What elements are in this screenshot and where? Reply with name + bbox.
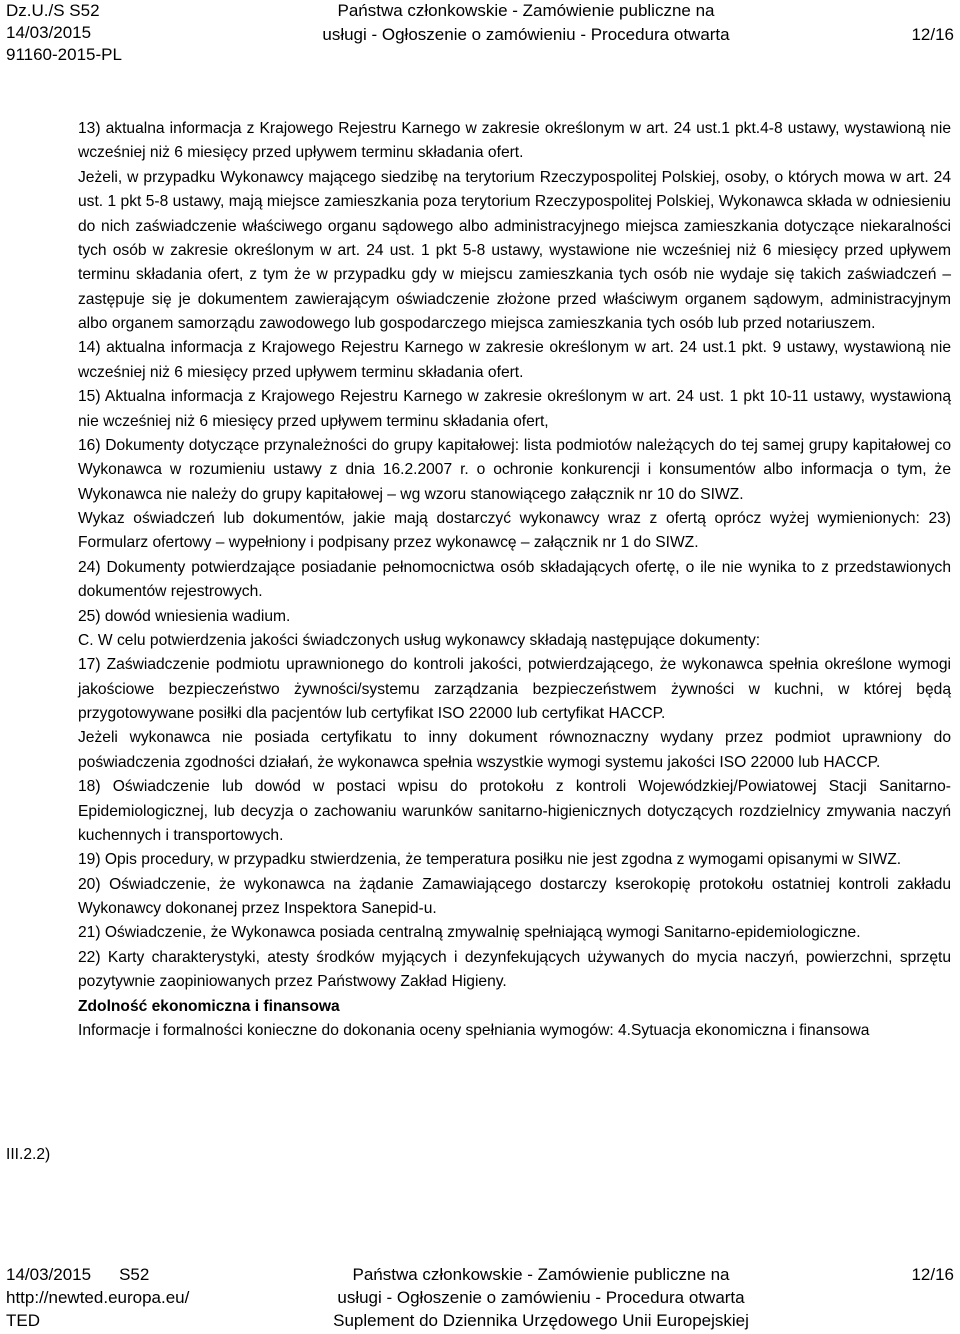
header-title-line2: usługi - Ogłoszenie o zamówieniu - Procedura otwarta bbox=[322, 25, 730, 44]
paragraph: C. W celu potwierdzenia jakości świadczonych usług wykonawcy składają następujące dokumenty: bbox=[78, 631, 761, 649]
footer-page-number: 12/16 bbox=[911, 1265, 954, 1284]
section-title: Zdolność ekonomiczna i finansowa bbox=[78, 997, 340, 1015]
section-number: III.2.2) bbox=[6, 1146, 51, 1163]
paragraph: 18) Oświadczenie lub dowód w postaci wpisu do protokołu z kontroli Wojewódzkiej/Powiatowej Stacji Sanitarno-Epidemiologicznej, lub decyzja o zachowaniu warunków sanitarno-higienicznych dotyczących rozdzielnicy zmywania naczyń kuchennych i transportowych. bbox=[78, 778, 951, 844]
paragraph: 15) Aktualna informacja z Krajowego Rejestru Karnego w zakresie określonym w art. 24 ust. 1 pkt 10-11 ustawy, wystawioną nie wcześniej niż 6 miesięcy przed upływem terminu składania ofert, bbox=[78, 388, 951, 430]
paragraph: 24) Dokumenty potwierdzające posiadanie pełnomocnictwa osób składających ofertę, o ile nie wynika to z przedstawionych dokumentów rejestrowych. bbox=[78, 558, 951, 601]
paragraph: 22) Karty charakterystyki, atesty środków myjących i dezynfekujących używanych do mycia naczyń, powierzchni, sprzętu pozytywnie zaopiniowanych przez Państwowy Zakład Higieny. bbox=[78, 948, 951, 991]
paragraph: 17) Zaświadczenie podmiotu uprawnionego do kontroli jakości, potwierdzającego, że wykonawca spełnia określone wymogi jakościowe bezpieczeństwo żywności/systemu zarządzania bezpieczeństwem żywności w kuchni, w której będą przygotowywane posiłki dla pacjentów lub certyfikat ISO 22000 lub certyfikat HACCP. bbox=[78, 656, 951, 722]
footer-title bbox=[306, 1264, 776, 1333]
journal-ref: Dz.U./S S52 bbox=[6, 1, 100, 20]
header-title-line1: Państwa członkowskie - Zamówienie publiczne na bbox=[337, 1, 715, 20]
header-title bbox=[306, 1, 746, 46]
document-body bbox=[78, 117, 951, 1043]
paragraph: 21) Oświadczenie, że Wykonawca posiada centralną zmywalnię spełniającą wymogi Sanitarno-epidemiologiczne. bbox=[78, 924, 861, 942]
paragraph: Jeżeli wykonawca nie posiada certyfikatu to inny dokument równoznaczny wydany przez podmiot uprawniony do poświadczenia zgodności działań, że wykonawca spełnia wszystkie wymogi systemu jakości ISO 22000 lub HACCP. bbox=[78, 729, 951, 771]
footer-url[interactable]: http://newted.europa.eu/ bbox=[6, 1288, 190, 1307]
footer-title-line2: usługi - Ogłoszenie o zamówieniu - Procedura otwarta bbox=[337, 1288, 745, 1307]
header-left bbox=[6, 0, 122, 66]
paragraph: 16) Dokumenty dotyczące przynależności do grupy kapitałowej: lista podmiotów należących do tej samej grupy kapitałowej co Wykonawca w rozumieniu ustawy z dnia 16.2.2007 r. o ochronie konkurencji i konsumentów albo informacja o tym, że Wykonawca nie należy do grupy kapitałowej – wg wzoru stanowiącego załącznik nr 10 do SIWZ. bbox=[78, 436, 951, 503]
paragraph: 13) aktualna informacja z Krajowego Rejestru Karnego w zakresie określonym w art. 24 ust.1 pkt.4-8 ustawy, wystawioną nie wcześniej niż 6 miesięcy przed upływem terminu składania ofert. bbox=[78, 120, 951, 162]
footer-title-line1: Państwa członkowskie - Zamówienie publiczne na bbox=[352, 1265, 730, 1284]
header-page-number: 12/16 bbox=[911, 25, 954, 44]
header-date: 14/03/2015 bbox=[6, 23, 92, 42]
paragraph: 25) dowód wniesienia wadium. bbox=[78, 607, 291, 625]
document-id: 91160-2015-PL bbox=[6, 45, 122, 64]
paragraph: 14) aktualna informacja z Krajowego Rejestru Karnego w zakresie określonym w art. 24 ust.1 pkt. 9 ustawy, wystawioną nie wcześniej niż 6 miesięcy przed upływem terminu składania ofert. bbox=[78, 339, 951, 381]
footer-ted: TED bbox=[6, 1311, 40, 1330]
paragraph: Jeżeli, w przypadku Wykonawcy mającego siedzibę na terytorium Rzeczypospolitej Polskiej, osoby, o których mowa w art. 24 ust. 1 pkt 5-8 ustawy, mają miejsce zamieszkania poza terytorium Rzeczypospolitej Polskiej, Wykonawca składa w odniesieniu do nich zaświadczenie właściwego organu sądowego albo administracyjnego miejsca zamieszkania dotyczące niekaralności tych osób w zakresie określonym w art. 24 ust. 1 pkt 5-8 ustawy, wystawione nie wcześniej niż 6 miesięcy przed upływem terminu składania ofert, z tym że w przypadku gdy w miejscu zamieszkania tych osób nie wydaje się takich zaświadczeń – zastępuje się je dokumentem zawierającym oświadczenie złożone przed właściwym organem sądowym, administracyjnym albo organem samorządu zawodowego lub gospodarczego miejsca zamieszkania tych osób lub przed notariuszem. bbox=[78, 168, 951, 332]
footer-left bbox=[6, 1264, 189, 1333]
paragraph: 20) Oświadczenie, że wykonawca na żądanie Zamawiającego dostarczy kserokopię protokołu ostatniej kontroli zakładu Wykonawcy dokonanej przez Inspektora Sanepid-u. bbox=[78, 875, 951, 917]
section-text: Informacje i formalności konieczne do dokonania oceny spełniania wymogów: 4.Sytuacja ekonomiczna i finansowa bbox=[78, 1021, 870, 1039]
paragraph: Wykaz oświadczeń lub dokumentów, jakie mają dostarczyć wykonawcy wraz z ofertą oprócz wyżej wymienionych: 23) Formularz ofertowy – wypełniony i podpisany przez wykonawcę – załącznik nr 1 do SIWZ. bbox=[78, 510, 951, 552]
footer-series: S52 bbox=[119, 1265, 150, 1284]
paragraph: 19) Opis procedury, w przypadku stwierdzenia, że temperatura posiłku nie jest zgodna z wymogami opisanymi w SIWZ. bbox=[78, 851, 902, 869]
footer-supplement: Suplement do Dziennika Urzędowego Unii Europejskiej bbox=[333, 1311, 749, 1330]
footer-date: 14/03/2015 bbox=[6, 1265, 92, 1284]
